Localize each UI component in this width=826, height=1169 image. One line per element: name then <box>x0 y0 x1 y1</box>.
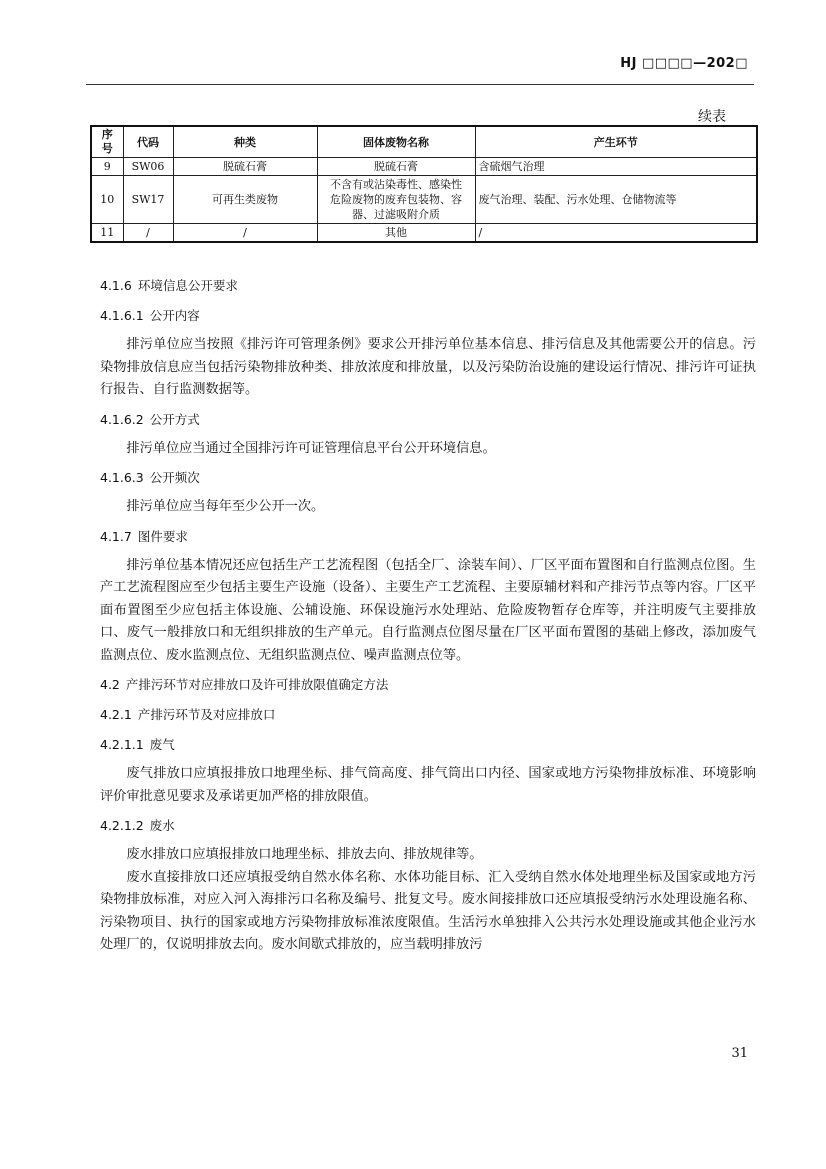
section-title: 废气 <box>149 737 175 752</box>
table-row <box>91 176 757 224</box>
section-number: 4.1.6.2 <box>100 411 144 427</box>
section-heading <box>100 816 756 836</box>
table-row <box>91 158 757 176</box>
section-number: 4.2.1 <box>100 707 132 722</box>
cell-source-stage: / <box>475 224 757 243</box>
section-number: 4.1.6.3 <box>100 470 144 485</box>
column-header-category: 种类 <box>173 126 317 158</box>
section-number: 4.1.7 <box>100 528 132 544</box>
cell-code: / <box>123 224 173 243</box>
cell-code: SW17 <box>123 176 173 224</box>
section-heading <box>100 675 756 695</box>
solid-waste-table <box>90 125 758 243</box>
cell-seq: 11 <box>91 224 123 243</box>
section-heading <box>100 468 756 488</box>
paragraph: 废气排放口应填报排放口地理坐标、排气筒高度、排气筒出口内径、国家或地方污染物排放标准、环境影响评价审批意见要求及承诺更加严格的排放限值。 <box>100 766 756 804</box>
section-title: 环境信息公开要求 <box>137 278 238 293</box>
section-number: 4.1.6 <box>100 278 132 293</box>
paragraph: 废水排放口应填报排放口地理坐标、排放去向、排放规律等。 <box>126 847 483 862</box>
section-heading <box>100 276 756 296</box>
cell-source-stage: 含硫烟气治理 <box>475 158 757 176</box>
column-header-seq: 序号 <box>91 126 123 158</box>
cell-seq: 10 <box>91 176 123 224</box>
paragraph: 排污单位应当按照《排污许可管理条例》要求公开排污单位基本信息、排污信息及其他需要公开的信息。污染物排放信息应当包括污染物排放种类、排放浓度和排放量，以及污染防治设施的建设运行情况、排污许可证执行报告、自行监测数据等。 <box>100 337 756 397</box>
cell-category: / <box>173 224 317 243</box>
paragraph: 排污单位应当每年至少公开一次。 <box>126 499 325 514</box>
section-heading <box>100 410 756 430</box>
section-number: 4.2.1.1 <box>100 737 144 752</box>
table-continued-label: 续表 <box>698 109 726 125</box>
section-heading <box>100 735 756 755</box>
standard-code-header: HJ □□□□—202□ <box>620 56 748 71</box>
section-title: 产排污环节及对应排放口 <box>137 707 276 722</box>
paragraph: 排污单位基本情况还应包括生产工艺流程图（包括全厂、涂装车间）、厂区平面布置图和自行监测点位图。生产工艺流程图应至少包括主要生产设施（设备）、主要生产工艺流程、主要原辅材料和产排污节点等内容。厂区平面布置图至少应包括主体设施、公辅设施、环保设施污水处理站、危险废物暂存仓库等，并注明废气主要排放口、废气一般排放口和无组织排放的生产单元。自行监测点位图尽量在厂区平面布置图的基础上修改，添加废气监测点位、废水监测点位、无组织监测点位、噪声监测点位等。 <box>100 557 756 663</box>
paragraph: 废水直接排放口还应填报受纳自然水体名称、水体功能目标、汇入受纳自然水体处地理坐标及国家或地方污染物排放标准，对应入河入海排污口名称及编号、批复文号。废水间接排放口还应填报受纳污水处理设施名称、污染物项目、执行的国家或地方污染物排放标准浓度限值。生活污水单独排入公共污水处理设施或其他企业污水处理厂的，仅说明排放去向。废水间歇式排放的，应当载明排放污 <box>100 869 756 952</box>
section-title: 图件要求 <box>137 528 188 544</box>
section-heading <box>100 306 756 326</box>
column-header-code: 代码 <box>123 126 173 158</box>
section-number: 4.2.1.2 <box>100 818 144 833</box>
section-title: 产排污环节对应排放口及许可排放限值确定方法 <box>125 677 389 692</box>
cell-waste-name: 不含有或沾染毒性、感染性危险废物的废弃包装物、容器、过滤吸附介质 <box>317 176 475 224</box>
cell-category: 脱硫石膏 <box>173 158 317 176</box>
cell-source-stage: 废气治理、装配、污水处理、仓储物流等 <box>475 176 757 224</box>
section-title: 公开频次 <box>149 470 200 485</box>
section-title: 公开方式 <box>149 411 200 427</box>
body-content <box>100 276 756 957</box>
cell-waste-name: 脱硫石膏 <box>317 158 475 176</box>
section-title: 废水 <box>149 818 175 833</box>
section-title: 公开内容 <box>149 308 200 323</box>
paragraph: 排污单位应当通过全国排污许可证管理信息平台公开环境信息。 <box>126 440 496 456</box>
section-number: 4.2 <box>100 677 120 692</box>
section-heading <box>100 705 756 725</box>
column-header-waste-name: 固体废物名称 <box>317 126 475 158</box>
column-header-source-stage: 产生环节 <box>475 126 757 158</box>
table-header-row <box>91 126 757 158</box>
table-row <box>91 224 757 243</box>
page-number: 31 <box>731 1046 748 1061</box>
cell-waste-name: 其他 <box>317 224 475 243</box>
cell-category: 可再生类废物 <box>173 176 317 224</box>
section-heading <box>100 527 756 547</box>
header-divider <box>86 84 754 85</box>
cell-code: SW06 <box>123 158 173 176</box>
cell-seq: 9 <box>91 158 123 176</box>
section-number: 4.1.6.1 <box>100 308 144 323</box>
